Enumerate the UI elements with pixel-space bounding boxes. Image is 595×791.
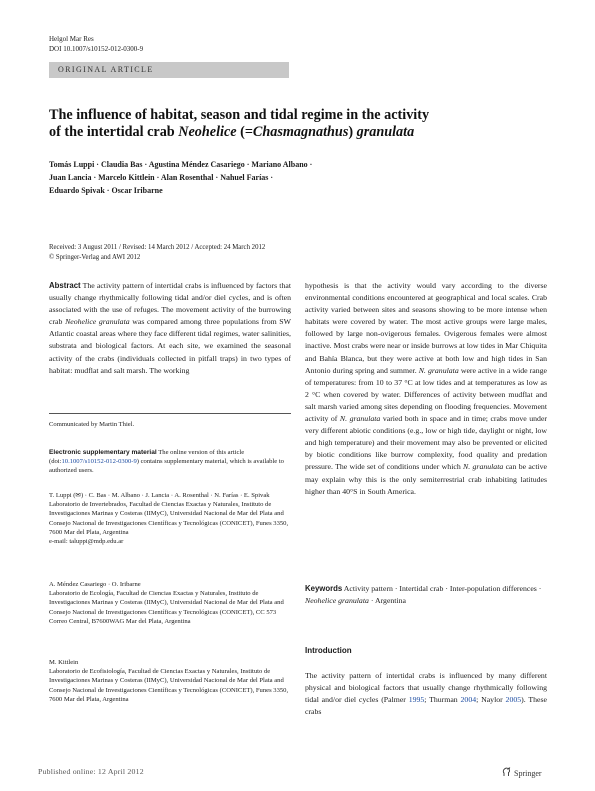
intro-text: ). These crabs — [305, 695, 547, 717]
title-text: ) — [348, 124, 357, 140]
title-genus: Neohelice — [178, 124, 237, 140]
keywords-label: Keywords — [305, 584, 343, 593]
esm-label: Electronic supplementary material — [49, 449, 157, 456]
article-title — [49, 107, 519, 141]
publisher-name: Springer — [514, 768, 542, 778]
contact-email[interactable]: e-mail: taluppi@mdp.edu.ar — [49, 538, 124, 546]
affiliation-1 — [49, 491, 291, 546]
journal-name: Helgol Mar Res — [49, 35, 94, 43]
abstract — [49, 280, 291, 377]
esm-text: The online version of this article (doi: — [49, 449, 245, 466]
journal-header — [49, 34, 143, 54]
esm-text: ) contains supplementary material, which is available to authorized users. — [49, 458, 284, 475]
abstract-continued — [305, 280, 547, 498]
keywords — [305, 583, 547, 607]
author-line: Juan Lancia · Marcelo Kittlein · Alan Rosenthal · Nahuel Farías · — [49, 173, 274, 182]
affiliation-address: Laboratorio de Ecofisiología, Facultad de Ciencias Exactas y Naturales, Instituto de Investigaciones Marinas y Costeras (IIMyC), Universidad Nacional de Mar del Plata and Consejo Nacional de Investigaciones Científicas y Tecnológicas (CONICET), Funes 3350, 7600 Mar del Plata, Argentina — [49, 668, 289, 703]
citation-link[interactable]: 2004 — [460, 695, 477, 705]
title-species: granulata — [356, 124, 415, 140]
title-text: (= — [236, 124, 253, 140]
intro-text: ; Naylor — [476, 695, 506, 705]
supplementary-note — [49, 448, 291, 476]
intro-text: ; Thurman — [424, 695, 461, 705]
species-name: Neohelice granulata — [305, 596, 369, 606]
abstract-text: can be active may explain why this is the only semiterrestrial crab inhabiting latitudes higher than 40°S in South America. — [305, 462, 548, 496]
affiliation-names: T. Luppi (✉) · C. Bas · M. Albano · J. Lancia · A. Rosenthal · N. Farías · E. Spivak — [49, 492, 270, 499]
citation-link[interactable]: 1995 — [408, 695, 425, 705]
publication-dates — [49, 243, 265, 262]
species-name: N. granulata — [463, 462, 504, 472]
title-line-1: The influence of habitat, season and tidal regime in the activity — [49, 107, 430, 123]
intro-text: The activity pattern of intertidal crabs is influenced by many different physical and biological factors that usually change rhythmically following tidal and/or diel cycles (Palmer — [305, 671, 547, 705]
affiliation-3 — [49, 658, 291, 704]
abstract-label: Abstract — [49, 281, 81, 290]
abstract-text: varied both in space and in time; crabs move under very different abiotic conditions (e.g., low or high tide, daylight or night, low and high temperature) and their movement may also be prevented or elicited by biotic conditions like burrow complexity, food quality and predation pressure. The wide set of conditions under which — [305, 414, 548, 472]
affiliation-names: M. Kittlein — [49, 659, 79, 666]
title-synonym: Chasmagnathus — [252, 124, 349, 140]
doi-link[interactable]: 10.1007/s10152-012-0300-9 — [61, 458, 137, 466]
springer-horse-icon — [502, 767, 511, 779]
published-online: Published online: 12 April 2012 — [38, 767, 144, 776]
title-text: of the intertidal crab — [49, 124, 179, 140]
doi: DOI 10.1007/s10152-012-0300-9 — [49, 45, 144, 53]
abstract-text: hypothesis is that the activity would vary according to the diverse environmental conditions encountered at geographical and local scales. Crab activity varied between sites and seasons showing to be more intense when habitats were covered by water. The most active groups were large males, followed by large non-ovigerous females. Ovigerous females were almost inactive. Most crabs were near or inside burrows at low tides in Mar Chiquita and Bahía Blanca, but they were active at both low and high tides in San Antonio during spring and summer. — [305, 281, 547, 375]
title-line-2 — [49, 124, 519, 141]
affiliation-address: Laboratorio de Invertebrados, Facultad de Ciencias Exactas y Naturales, Instituto de Investigaciones Marinas y Costeras (IIMyC), Universidad Nacional de Mar del Plata and Consejo Nacional de Investigaciones Científicas y Tecnológicas (CONICET), Funes 3350, 7600 Mar del Plata, Argentina — [49, 501, 289, 536]
publisher-logo — [502, 767, 542, 779]
abstract-text: was compared among three populations from SW Atlantic coastal areas where they face different tidal regimes, water salinities, substrata and biological factors. At each site, we examined the seasonal activity of the crabs (individuals collected in pitfall traps) in two types of habitat: mudflat and salt marsh. The working — [49, 317, 291, 375]
author-list — [49, 158, 429, 197]
species-name: N. granulata — [339, 414, 381, 424]
affiliation-2 — [49, 580, 291, 626]
keywords-text: Activity pattern · Intertidal crab · Inter-population differences · — [342, 584, 542, 593]
citation-link[interactable]: 2005 — [505, 695, 522, 705]
affiliation-names: A. Méndez Casariego · O. Iribarne — [49, 581, 141, 588]
keywords-text: · Argentina — [368, 596, 406, 606]
received-dates: Received: 3 August 2011 / Revised: 14 March 2012 / Accepted: 24 March 2012 — [49, 244, 266, 251]
abstract-text: were active in a wide range of temperatures: from 10 to 37 °C at low tides and at temperatures as low as 2 °C when covered by water. Differences of activity between mudflat and salt marsh varied among sites depending on flooding frequencies. Movement activity of — [305, 365, 547, 424]
footnote-divider — [49, 413, 291, 414]
author-line: Eduardo Spivak · Oscar Iribarne — [49, 186, 163, 195]
species-name: Neohelice granulata — [65, 317, 130, 327]
article-type-banner: ORIGINAL ARTICLE — [49, 62, 289, 78]
copyright: © Springer-Verlag and AWI 2012 — [49, 253, 141, 261]
communicated-by: Communicated by Martin Thiel. — [49, 421, 135, 428]
author-line: Tomás Luppi · Claudia Bas · Agustina Méndez Casariego · Mariano Albano · — [49, 160, 313, 169]
section-heading-introduction: Introduction — [305, 646, 352, 655]
abstract-text: The activity pattern of intertidal crabs is influenced by factors that usually change rhythmically following tidal and/or diel cycles, and is often associated with the use of refuges. The movement activity of the burrowing crab — [49, 281, 291, 327]
introduction-text — [305, 670, 547, 718]
affiliation-address: Laboratorio de Ecología, Facultad de Ciencias Exactas y Naturales, Instituto de Investigaciones Marinas y Costeras (IIMyC), Universidad Nacional de Mar del Plata and Consejo Nacional de Investigaciones Científicas y Tecnológicas (CONICET), CC 573 Correo Central, B7600WAG Mar del Plata, Argentina — [49, 590, 284, 625]
species-name: N. granulata — [418, 365, 459, 375]
